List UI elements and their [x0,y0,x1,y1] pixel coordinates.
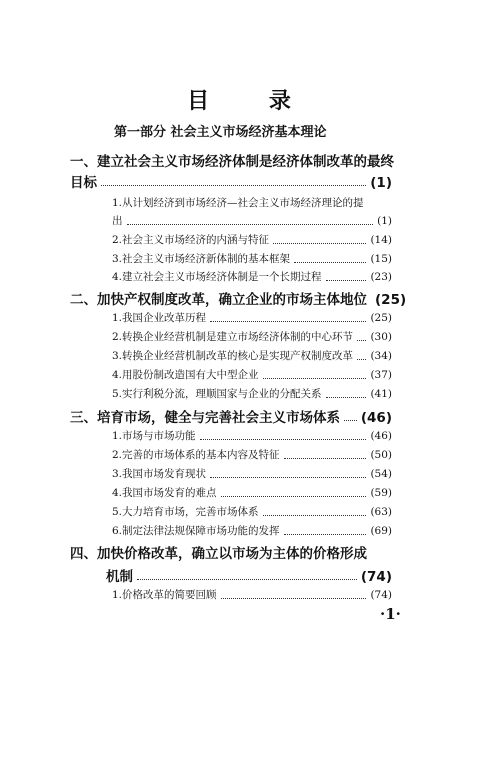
item-1-1-page: (1) [377,215,392,227]
item-2-3-row[interactable] [112,348,392,363]
leader-dots [101,185,366,186]
item-3-1-label: 1.市场与市场功能 [112,430,196,442]
item-3-1-page: (46) [370,430,392,442]
item-1-1-line1: 1.从计划经济到市场经济—社会主义市场经济理论的提 [112,197,364,209]
leader-dots [200,439,367,440]
item-1-2-page: (14) [370,234,392,246]
item-1-4-row[interactable] [112,269,392,284]
item-2-4-row[interactable] [112,367,392,382]
item-4-1-label: 1.价格改革的简要回顾 [112,589,217,601]
section-4-page: (74) [360,569,392,585]
leader-dots [127,224,374,225]
item-3-3-page: (54) [370,468,392,480]
leader-dots [344,420,357,421]
item-2-1-row[interactable] [112,310,392,325]
item-2-4-page: (37) [370,369,392,381]
item-3-2-page: (50) [370,449,392,461]
item-2-2-label: 2.转换企业经营机制是建立市场经济体制的中心环节 [112,331,354,343]
item-1-3-page: (15) [370,253,392,265]
section-4-title-line2: 机制 [106,569,133,585]
item-2-5-page: (41) [370,388,392,400]
leader-dots [221,598,367,599]
item-3-6-label: 6.制定法律法规保障市场功能的发挥 [112,525,280,537]
item-3-4-label: 4.我国市场发育的难点 [112,487,217,499]
section-2-page: (25) [375,292,407,308]
section-1-title-line2: 目标 [70,175,97,191]
section-3-page: (46) [360,410,392,426]
item-3-6-row[interactable] [112,523,392,538]
section-2-title: 二、加快产权制度改革，确立企业的市场主体地位 [70,292,367,308]
leader-dots [263,378,367,379]
section-1-row[interactable] [70,171,392,191]
item-3-1-row[interactable] [112,428,392,443]
item-3-6-page: (69) [370,525,392,537]
item-4-1-page: (74) [370,589,392,601]
item-3-4-page: (59) [370,487,392,499]
leader-dots [284,458,367,459]
leader-dots [326,397,367,398]
item-4-1-row[interactable] [112,587,392,602]
page-number: ·1· [380,605,401,623]
leader-dots [263,515,367,516]
item-2-3-page: (34) [370,350,392,362]
section-2-row[interactable] [70,288,407,308]
section-3-row[interactable] [70,406,392,426]
section-4-title-line1: 四、加快价格改革，确立以市场为主体的价格形成 [70,546,367,562]
item-1-1-line2: 出 [112,215,123,227]
item-1-3-row[interactable] [112,251,392,266]
part-title: 第一部分 社会主义市场经济基本理论 [114,125,327,140]
section-1-page: (1) [370,175,392,191]
item-1-2-label: 2.社会主义市场经济的内涵与特征 [112,234,270,246]
section-1-title-line1: 一、建立社会主义市场经济体制是经济体制改革的最终 [70,154,394,170]
leader-dots [284,534,367,535]
item-2-5-row[interactable] [112,386,392,401]
leader-dots [273,243,366,244]
leader-dots [210,321,366,322]
item-2-2-row[interactable] [112,329,392,344]
item-1-4-label: 4.建立社会主义市场经济体制是一个长期过程 [112,271,322,283]
item-3-2-row[interactable] [112,447,392,462]
leader-dots [137,579,357,580]
item-1-2-row[interactable] [112,232,392,247]
item-3-4-row[interactable] [112,485,392,500]
leader-dots [357,340,366,341]
leader-dots [326,280,367,281]
item-2-5-label: 5.实行利税分流，理顺国家与企业的分配关系 [112,388,322,400]
item-3-3-label: 3.我国市场发育现状 [112,468,207,480]
item-2-1-label: 1.我国企业改革历程 [112,312,207,324]
leader-dots [294,262,366,263]
item-2-2-page: (30) [370,331,392,343]
item-1-4-page: (23) [370,271,392,283]
section-3-title: 三、培育市场，健全与完善社会主义市场体系 [70,410,340,426]
section-4-row[interactable] [106,565,392,585]
item-1-1-row[interactable] [112,213,392,228]
leader-dots [357,359,366,360]
item-3-3-row[interactable] [112,466,392,481]
leader-dots [210,477,366,478]
item-3-5-label: 5.大力培育市场，完善市场体系 [112,506,259,518]
leader-dots [221,496,367,497]
page-title: 目 录 [187,89,317,114]
item-1-3-label: 3.社会主义市场经济新体制的基本框架 [112,253,291,265]
item-2-3-label: 3.转换企业经营机制改革的核心是实现产权制度改革 [112,350,354,362]
item-3-2-label: 2.完善的市场体系的基本内容及特征 [112,449,280,461]
item-3-5-page: (63) [370,506,392,518]
item-2-4-label: 4.用股份制改造国有大中型企业 [112,369,259,381]
item-3-5-row[interactable] [112,504,392,519]
item-2-1-page: (25) [370,312,392,324]
